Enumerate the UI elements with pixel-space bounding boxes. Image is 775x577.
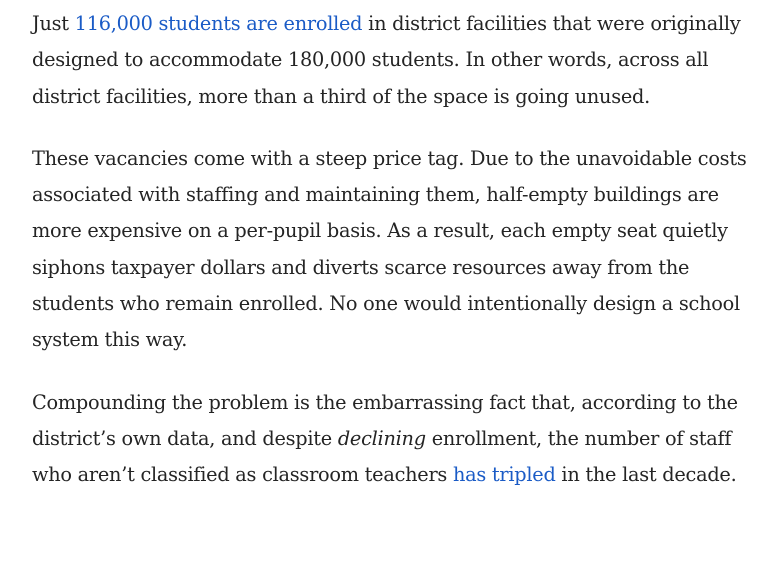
paragraph-3-text-start: Compounding the problem is the embarrassing fact that, according to the district’s own data, and despite [32,390,738,450]
paragraph-staffing [32,385,764,494]
paragraph-vacancies [32,141,764,359]
paragraph-1-text-start: Just [32,12,75,35]
article-body [32,6,764,520]
paragraph-3-text-middle: enrollment, the number of staff who aren’t classified as classroom teachers [32,426,732,487]
paragraph-2-text: These vacancies come with a steep price tag. Due to the unavoidable costs associated with staffing and maintaining them, half-empty buildings are more expensive on a per-pupil basis. As a result, each empty seat quietly siphons taxpayer dollars and diverts scarce resources away from the students who remain enrolled. No one would intentionally design a school system this way. [32,146,747,352]
tripled-link[interactable]: has tripled [452,463,556,487]
paragraph-3-text-end: in the last decade. [555,463,737,487]
declining-emphasis: declining [337,426,426,450]
paragraph-1-text-end: in district facilities that were originally designed to accommodate 180,000 students. In other words, across all district facilities, more than a third of the space is going unused. [32,12,741,108]
enrollment-link[interactable]: 116,000 students are enrolled [74,12,363,35]
paragraph-enrollment [32,6,764,115]
